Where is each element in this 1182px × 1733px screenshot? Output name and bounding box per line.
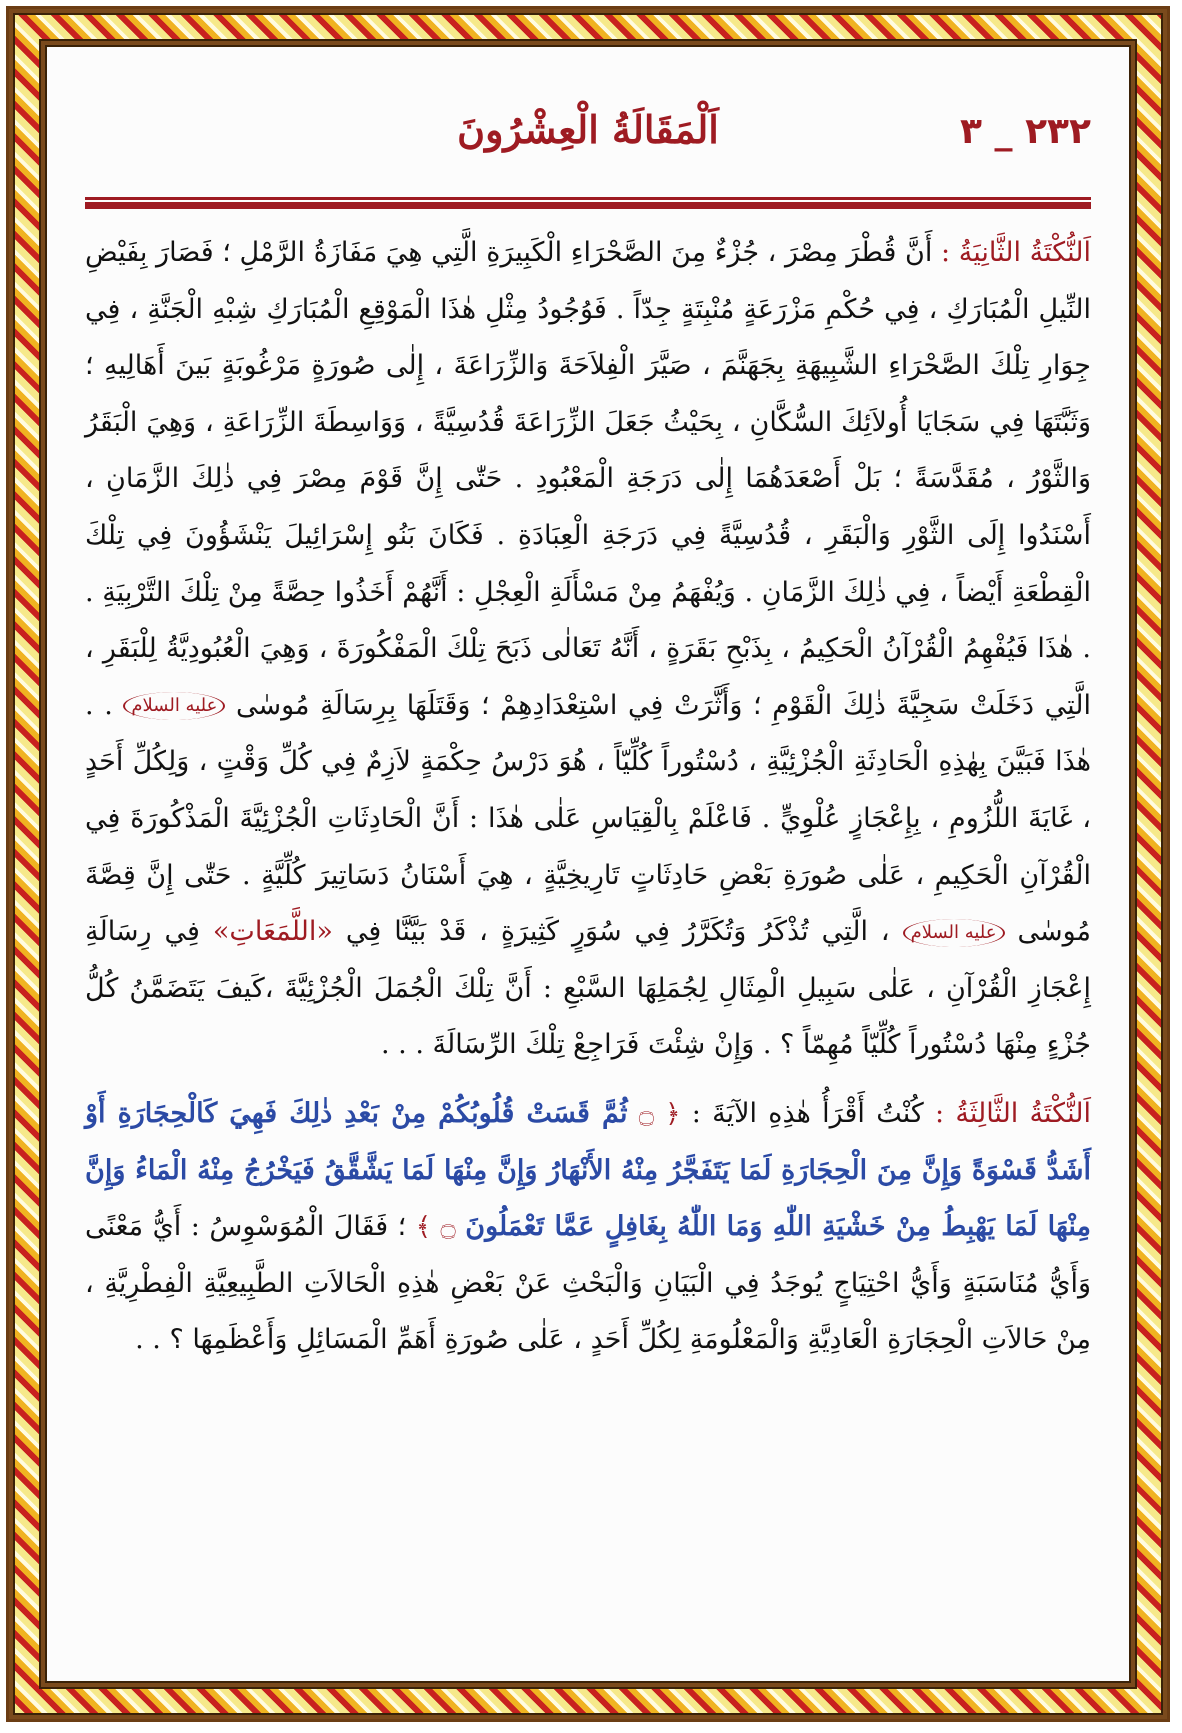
body-text: فَقَالَ الْمُوَسْوِسُ : أَيُّ مَعْنًى وَأَيُّ مُنَاسَبَةٍ وَأَيُّ احْتِيَاجٍ يُوجَدُ فِي الْبَيَانِ وَالْبَحْثِ عَنْ بَعْضِ هٰذِهِ الْحَالاَتِ الطَّبِيعِيَّةِ الْفِطْرِيَّةِ ، مِنْ حَالاَتِ الْحِجَارَةِ الْعَادِيَّةِ وَالْمَعْلُومَةِ لِكُلِّ أَحَدٍ ، عَلٰى صُورَةِ أَهَمِّ الْمَسَائِلِ وَأَعْظَمِهَا ؟ . . [85, 1211, 1091, 1356]
header-divider [85, 197, 1091, 209]
page-header [85, 107, 1091, 177]
book-reference: «اللَّمَعَاتِ» [212, 916, 333, 948]
section-2-paragraph [85, 225, 1091, 1074]
verse-end-rosette-icon: ۝ [440, 1212, 456, 1243]
section-heading: اَلنُّكْتَةُ الثَّانِيَةُ : [940, 237, 1091, 268]
ornamental-frame [6, 6, 1170, 1722]
page [45, 45, 1131, 1683]
quran-verse: ثُمَّ قَسَتْ قُلُوبُكُمْ مِنْ بَعْدِ ذٰلِكَ فَهِيَ كَالْحِجَارَةِ أَوْ أَشَدُّ قَسْوَةً وَإِنَّ مِنَ الْحِجَارَةِ لَمَا يَتَفَجَّرُ مِنْهُ الأَنْهَارُ وَإِنَّ مِنْهَا لَمَا يَشَّقَّقُ فَيَخْرُجُ مِنْهُ الْمَاءُ وَإِنَّ مِنْهَا لَمَا يَهْبِطُ مِنْ خَشْيَةِ اللّٰهِ وَمَا اللّٰهُ بِغَافِلٍ عَمَّا تَعْمَلُونَ [85, 1097, 1091, 1243]
body-text: أَنَّ قُطْرَ مِصْرَ ، جُزْءٌ مِنَ الصَّحْرَاءِ الْكَبِيرَةِ الَّتِي هِيَ مَفَازَةُ الرَّمْلِ ؛ فَصَارَ بِفَيْضِ النِّيلِ الْمُبَارَكِ ، فِي حُكْمِ مَزْرَعَةٍ مُنْبِتَةٍ جِدّاً . فَوُجُودُ مِثْلِ هٰذَا الْمَوْقِعِ الْمُبَارَكِ شِبْهِ الْجَنَّةِ ، فِي جِوَارِ تِلْكَ الصَّحْرَاءِ الشَّبِيهَةِ بِجَهَنَّمَ ، صَيَّرَ الْفِلاَحَةَ وَالزِّرَاعَةَ ، إِلٰى صُورَةٍ مَرْغُوبَةٍ بَينَ أَهَالِيهِ ؛ وَثَبَّتَهَا فِي سَجَايَا أُولاَئِكَ السُّكَّانِ ، بِحَيْثُ جَعَلَ الزِّرَاعَةَ قُدُسِيَّةً ، وَوَاسِطَةَ الزِّرَاعَةِ ، وَهِيَ الْبَقَرُ وَالثَّوْرُ ، مُقَدَّسَةً ؛ بَلْ أَصْعَدَهُمَا إِلٰى دَرَجَةِ الْمَعْبُودِ . حَتّٰى إِنَّ قَوْمَ مِصْرَ فِي ذٰلِكَ الزَّمَانِ ، أَسْنَدُوا إِلَى الثَّوْرِ وَالْبَقَرِ ، قُدُسِيَّةً فِي دَرَجَةِ الْعِبَادَةِ . فَكَانَ بَنُو إِسْرَائِيلَ يَنْشَؤُونَ فِي تِلْكَ الْقِطْعَةِ أَيْضاً ، فِي ذٰلِكَ الزَّمَانِ . وَيُفْهَمُ مِنْ مَسْأَلَةِ الْعِجْلِ : أَنَّهُمْ أَخَذُوا حِصَّةً مِنْ تِلْكَ التَّرْبِيَةِ . . هٰذَا فَيُفْهِمُ الْقُرْآنُ الْحَكِيمُ ، بِذَبْحِ بَقَرَةٍ ، أَنَّهُ تَعَالٰى ذَبَحَ تِلْكَ الْمَفْكُورَةَ ، وَهِيَ الْعُبُودِيَّةُ لِلْبَقَرِ ، الَّتِي دَخَلَتْ سَجِيَّةَ ذٰلِكَ الْقَوْمِ ؛ وَأَثَّرَتْ فِي اسْتِعْدَادِهِمْ ؛ وَقَتَلَهَا بِرِسَالَةِ مُوسٰى [85, 237, 1091, 721]
verse-rosette-icon: ۝ [638, 1098, 655, 1129]
page-number: ٢٣٢ _ ٣ [960, 111, 1091, 152]
verse-open-bracket-icon: ﴿ [665, 1098, 681, 1129]
section-heading: اَلنُّكْتَةُ الثَّالِثَةُ : [934, 1097, 1091, 1129]
section-3-paragraph [85, 1086, 1091, 1369]
punctuation: ؛ [397, 1211, 407, 1243]
body-text: فِي رِسَالَةِ إِعْجَازِ الْقُرْآنِ ، عَلٰى سَبِيلِ الْمِثَالِ لِجُمَلِهَا السَّبْعِ : أَنَّ تِلْكَ الْجُمَلَ الْجُزْئِيَّةَ ،كَيفَ يَتَضَمَّنُ كُلُّ جُزْءٍ مِنْهَا دُسْتُوراً كُلِّيّاً مُهِمّاً ؟ . وَإِنْ شِئْتَ فَرَاجِعْ تِلْكَ الرِّسَالَةَ . . . [85, 916, 1091, 1061]
page-body [85, 225, 1091, 1369]
honorific-icon: عليه السلام [123, 692, 225, 720]
verse-close-bracket-icon: ﴾ [415, 1212, 431, 1243]
body-text: . . هٰذَا فَبَيَّنَ بِهٰذِهِ الْحَادِثَةِ الْجُزْئِيَّةِ ، دُسْتُوراً كُلِّيّاً ، هُوَ دَرْسُ حِكْمَةٍ لاَزِمٌ فِي كُلِّ وَقْتٍ ، وَلِكُلِّ أَحَدٍ ، غَايَةَ اللُّزُومِ ، بِإِعْجَازٍ عُلْوِيٍّ . فَاعْلَمْ بِالْقِيَاسِ عَلٰى هٰذَا : أَنَّ الْحَادِثَاتِ الْجُزْئِيَّةَ الْمَذْكُورَةَ فِي الْقُرْآنِ الْحَكِيمِ ، عَلٰى صُورَةِ بَعْضِ حَادِثَاتٍ تَارِيخِيَّةٍ ، هِيَ أَسْنَانُ دَسَاتِيرَ كُلِّيَّةٍ . حَتّٰى إِنَّ قِصَّةَ مُوسٰى [85, 689, 1092, 948]
honorific-icon: عليه السلام [903, 919, 1005, 947]
body-text: كُنْتُ أَقْرَأُ هٰذِهِ الآيَةَ : [691, 1097, 924, 1129]
body-text: ، الَّتِي تُذْكَرُ وَتُكَرَّرُ فِي سُوَرٍ كَثِيرَةٍ ، قَدْ بَيَّنَّا فِي [345, 916, 890, 948]
page-title: اَلْمَقَالَةُ الْعِشْرُونَ [457, 107, 719, 152]
